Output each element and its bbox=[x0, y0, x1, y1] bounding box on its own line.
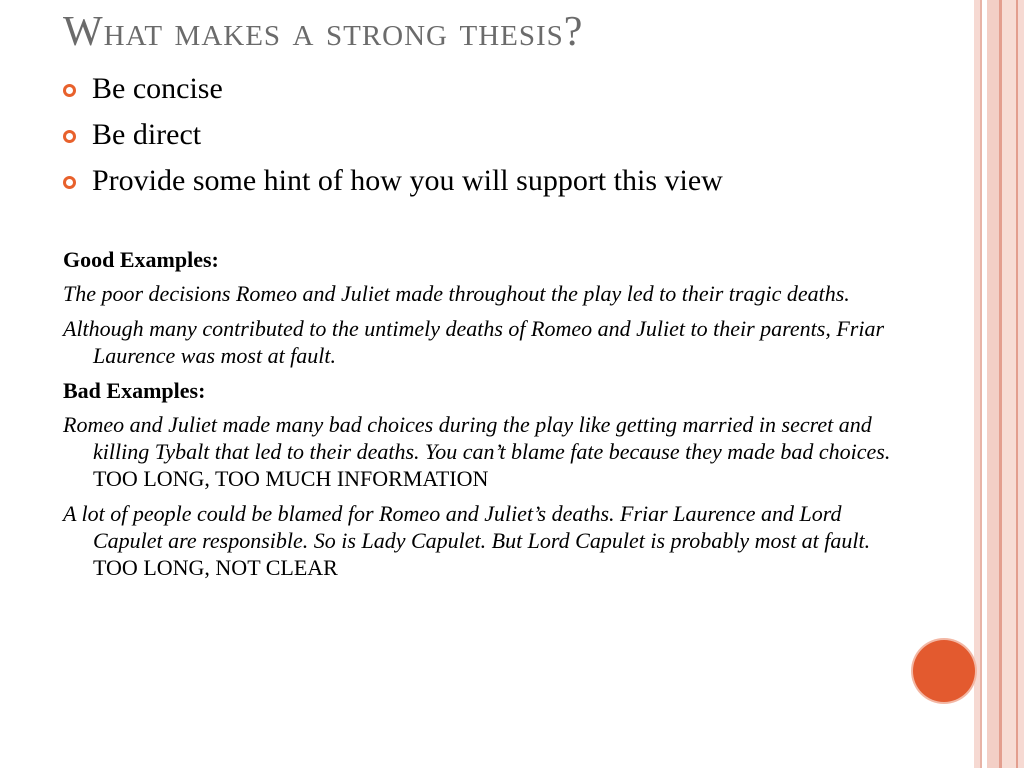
bullet-item bbox=[62, 72, 902, 106]
bad-example-text: Romeo and Juliet made many bad choices during the play like getting married in secret and killing Tybalt that led to their deaths. You can’t blame fate because they made bad choices. bbox=[63, 412, 891, 464]
bullet-list bbox=[62, 72, 902, 198]
bullet-item bbox=[62, 118, 902, 152]
bullet-ring-icon bbox=[63, 84, 76, 97]
good-example bbox=[63, 280, 893, 307]
bullet-text: Be concise bbox=[92, 72, 223, 105]
good-examples-heading: Good Examples: bbox=[63, 247, 219, 272]
good-example-text: The poor decisions Romeo and Juliet made throughout the play led to their tragic deaths. bbox=[63, 281, 850, 306]
good-example bbox=[63, 315, 893, 369]
decorative-stripes bbox=[974, 0, 1024, 768]
bullet-text: Provide some hint of how you will support this view bbox=[92, 164, 723, 197]
bad-examples-heading: Bad Examples: bbox=[63, 378, 206, 403]
bullet-item bbox=[62, 164, 902, 198]
bad-example-note: TOO LONG, TOO MUCH INFORMATION bbox=[93, 466, 489, 491]
bad-example-note: TOO LONG, NOT CLEAR bbox=[93, 555, 338, 580]
decorative-circle bbox=[913, 640, 975, 702]
bullet-text: Be direct bbox=[92, 118, 202, 151]
bad-example-text: A lot of people could be blamed for Romeo and Juliet’s deaths. Friar Laurence and Lord Capulet are responsible. So is Lady Capulet. But Lord Capulet is probably most at fault. bbox=[63, 501, 871, 553]
good-example-text: Although many contributed to the untimely deaths of Romeo and Juliet to their parents, Friar Laurence was most at fault. bbox=[63, 316, 885, 368]
bad-example bbox=[63, 500, 893, 581]
bullet-ring-icon bbox=[63, 176, 76, 189]
bullet-ring-icon bbox=[63, 130, 76, 143]
bad-example bbox=[63, 411, 893, 492]
slide-title: What makes a strong thesis? bbox=[63, 9, 584, 55]
examples-section bbox=[63, 246, 893, 589]
